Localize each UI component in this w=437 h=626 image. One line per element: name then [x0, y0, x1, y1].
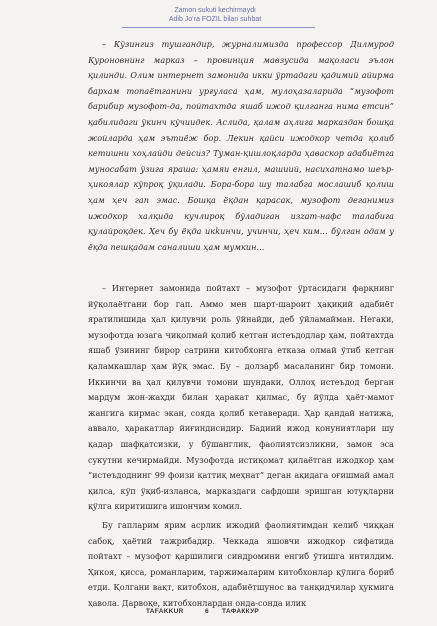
footer-title-cyrillic: ТАФАККУР — [222, 608, 260, 615]
header-title: Zamon sukuti kechirmaydi — [174, 7, 256, 14]
answer-text — [88, 281, 394, 611]
question-paragraph: – Кўзингиз тушгандир, журналимизда профессор Дилмурод Қуроновнинг марказ – провинция мавзусида мақоласи эълон қилинди. Олим интернет замонида икки ўртадаги қадимий айирма бархам топаётганини урғуласа ҳам, мулоҳазаларида “музофот барибир музофот-да, пойтахтда яшаб ижод қилганга нима етсин” қабилидаги ўкинч кўчиидек. Аслида, қалам аҳлига марказдан бошқа жойларда ҳам эътиёж бор. Лекин қайси ижодкор четда қолиб кетишни хоҳлайди дейсиз? Туман-қишлоқларда ҳаваскор адабиётга муносабат ўзига яраша: ҳамяи енгил, машиий, насихатнамо шеър-ҳикоялар кўпроқ ўқилади. Бора-бора шу талабга мослашиб қолиш ҳам ҳеч гап эмас. Бошқа ёқдан қарасак, музофот деганимиз ижодкор халқида кучлироқ бўладиган изzат-нафс талабига қулайроқдек. Ҳеч бу ёқда икkинчи, учинчи, ҳеч ким... бўлган одам у ёқда пешқадам саналиши ҳам мумкин... — [88, 39, 394, 252]
page-footer — [0, 608, 437, 620]
footer-title-latin: TAFAKKUR — [146, 608, 184, 615]
running-header — [120, 6, 310, 24]
answer-paragraph-1: – Интернет замонида пойтахт – музофот ўртасидаги фарқнинг йўқолаётгани бор гап. Аммо мен шарт-шароит ҳақиқий адабиёт яратилишида ҳал қилувчи роль ўйнайди, деб ўйламайман. Негаки, музофотда юзага чиқолмай қолиб кетган истеъдодлар ҳам, пойтахтда яшаб ўзининг бирор сатрини китобхонга етказа олмай ўтиб кетган қаламкашлар ҳам йўқ эмас. Бу – долзарб масаланинг бир томони. Иккинчи ва ҳал қилувчи томони шундаки, Оллоҳ истеъдод берган мардум жон-жаҳди билан ҳаракат қилмас, бу йўлда ҳаёт-мамот жангига кирмас экан, соядa қолиб кетаверади. Ҳар қандай натижа, аввало, ҳаракатлар йиғиндисидир. Бадиий ижод қонуниятлари шу қадар шафқатсизки, у бўшанглик, фаолиятсизликни, замон эса сукутни кечирмайди. Музофотда истиқомат қилаётган ижодкор ҳам “истеъдоднинг 99 фоизи қаттиқ меҳнат” деган ақидага оғишмай амал қилса, кўп ўқиб-изланса, марказдаги сафдоши эришган ютуқларни қўлга киритишига ишончим комил. — [88, 283, 394, 512]
interviewer-question — [88, 37, 394, 255]
page-number: 6 — [205, 608, 209, 615]
header-divider — [122, 27, 315, 28]
answer-paragraph-2: Бу гапларим ярим асрлик ижодий фаолиятимдан келиб чиққан сабоқ, ҳаётий тажрибадир. Чеккада яшовчи ижодкор сифатида пойтахт – музофот қаршилиги синдромини енгиб ўтишга интилдим. Ҳикоя, қисса, романларим, таржималарим китобхонлар қўлига бориб етди. Қолгани вақт, китобхон, адабиётшунос ва танқидчилар ҳукмига ҳавола. Дарвоқе, китобхонлардан онда-сонда илик — [88, 519, 394, 608]
header-subtitle: Adib Jo‘ra FOZIL bilan suhbat — [168, 16, 262, 23]
